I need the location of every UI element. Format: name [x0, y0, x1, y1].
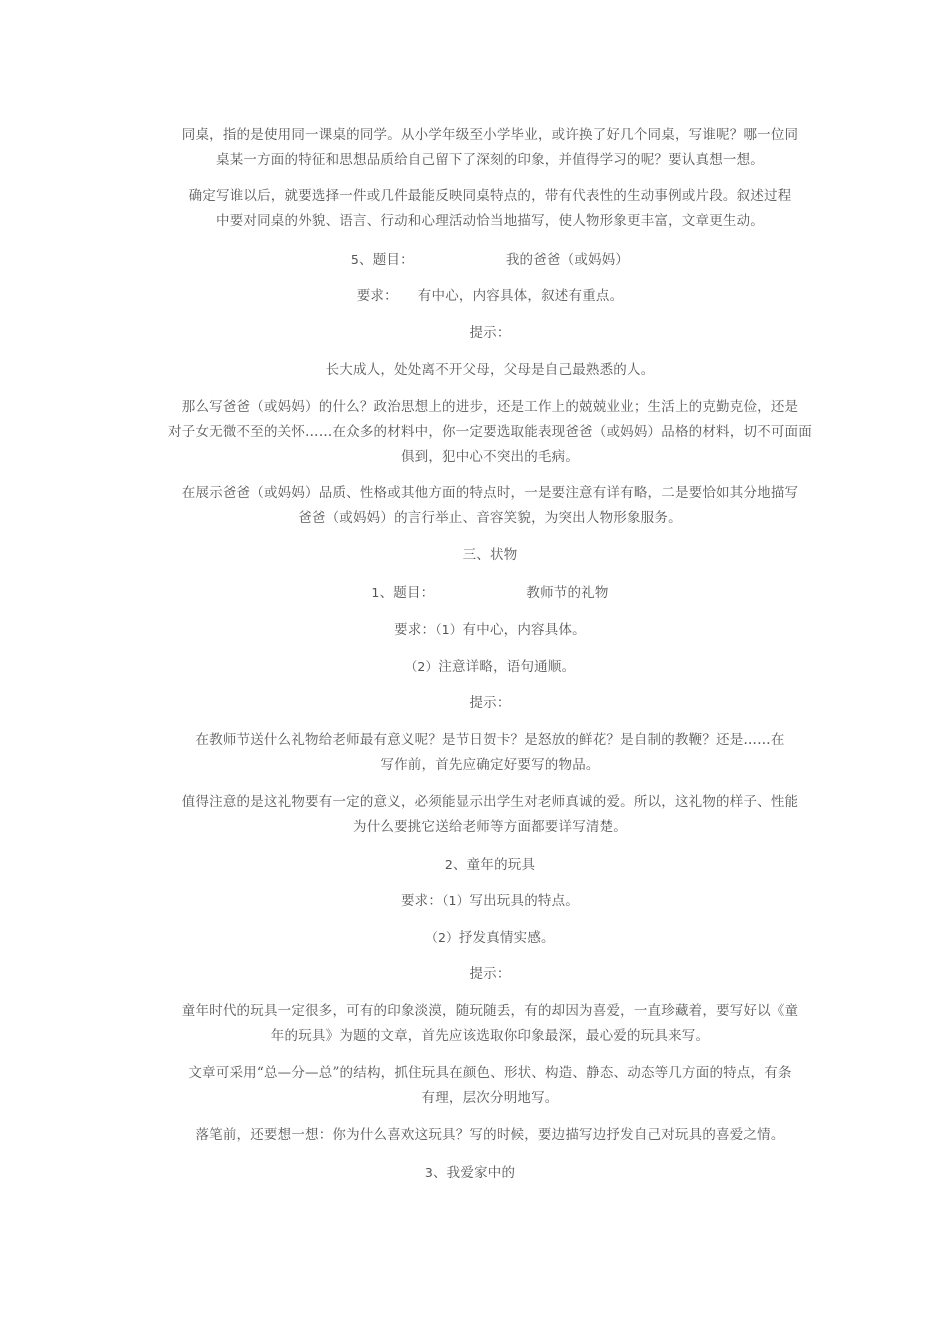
paragraph-line: 那么写爸爸（或妈妈）的什么？政治思想上的进步，还是工作上的兢兢业业；生活上的克勤克俭，还是 — [181, 399, 799, 415]
topic-label: 、题目： — [379, 585, 435, 601]
topic-number: 3 — [424, 1165, 433, 1180]
paragraph-gift-meaning — [150, 790, 830, 840]
requirement-label: 要求： — [356, 288, 398, 304]
hint-label-5 — [150, 321, 830, 346]
paragraph-line: 为什么要挑它送给老师等方面都要详写清楚。 — [353, 819, 627, 835]
paragraph-line: 写作前，首先应确定好要写的物品。 — [380, 757, 600, 773]
requirement-number: （1） — [442, 893, 470, 908]
paragraph-line: 有理，层次分明地写。 — [421, 1090, 559, 1106]
paragraph-choose-subject — [150, 184, 830, 234]
section-title: 三、状物 — [462, 547, 518, 563]
topic-heading-1 — [150, 580, 830, 606]
requirement-text: 注意详略，语句通顺。 — [438, 659, 576, 675]
topic-label: 、童年的玩具 — [452, 857, 536, 873]
paragraph-gift-choice — [150, 728, 830, 778]
paragraph-line: 中要对同桌的外貌、语言、行动和心理活动恰当地描写，使人物形象更丰富，文章更生动。 — [216, 213, 764, 229]
topic-title: 我的爸爸（或妈妈） — [505, 252, 630, 268]
paragraph-display-traits — [150, 481, 830, 531]
section-heading-3 — [150, 543, 830, 568]
paragraph-line: 同桌，指的是使用同一课桌的同学。从小学年级至小学毕业，或许换了好几个同桌，写谁呢？哪一位同 — [181, 127, 799, 143]
topic-heading-3 — [150, 1160, 790, 1186]
hint-text: 提示： — [469, 966, 511, 982]
topic-label: 、我爱家中的 — [432, 1165, 516, 1181]
paragraph-line: 童年时代的玩具一定很多，可有的印象淡漠，随玩随丢，有的却因为喜爱，一直珍藏着，要写好以《童 — [181, 1003, 799, 1019]
paragraph-line: 爸爸（或妈妈）的言行举止、音容笑貌，为突出人物形象服务。 — [298, 510, 682, 526]
hint-label-2 — [150, 962, 830, 987]
requirement-text: 有中心，内容具体，叙述有重点。 — [417, 288, 624, 304]
hint-label-1 — [150, 691, 830, 716]
paragraph-line: 俱到，犯中心不突出的毛病。 — [400, 449, 580, 465]
requirement-text: 写出玩具的特点。 — [469, 893, 580, 909]
paragraph-line: 值得注意的是这礼物要有一定的意义，必须能显示出学生对老师真诚的爱。所以，这礼物的样子、性能 — [181, 794, 799, 810]
topic-number: 5 — [350, 252, 360, 267]
paragraph-line: 在展示爸爸（或妈妈）品质、性格或其他方面的特点时，一是要注意有详有略，二是要恰如其分地描写 — [181, 485, 799, 501]
requirement-2-line-1 — [150, 888, 830, 914]
paragraph-line: 在教师节送什么礼物给老师最有意义呢？是节日贺卡？是怒放的鲜花？是自制的教鞭？还是……在 — [195, 732, 785, 748]
paragraph-childhood-toys — [150, 999, 830, 1049]
requirement-label: 要求： — [400, 893, 443, 909]
topic-title: 教师节的礼物 — [526, 585, 609, 601]
requirement-1-line-2 — [150, 654, 830, 680]
topic-number: 2 — [444, 857, 453, 872]
paragraph-line: 落笔前，还要想一想：你为什么喜欢这玩具？写的时候，要边描写边抒发自己对玩具的喜爱之情。 — [195, 1127, 785, 1143]
paragraph-line: 桌某一方面的特征和思想品质给自己留下了深刻的印象，并值得学习的呢？要认真想一想。 — [216, 152, 764, 168]
paragraph-desk-mate — [150, 123, 830, 173]
requirement-label: 要求： — [394, 622, 436, 638]
paragraph-line: 文章可采用“总—分—总”的结构，抓住玩具在颜色、形状、构造、静态、动态等几方面的特点，有条 — [188, 1065, 792, 1081]
topic-heading-2 — [150, 852, 830, 878]
paragraph-before-writing — [150, 1123, 830, 1148]
topic-heading-5 — [150, 247, 830, 273]
requirement-2-line-2 — [150, 925, 830, 951]
requirement-1-line-1 — [150, 617, 830, 643]
paragraph-line: 确定写谁以后，就要选择一件或几件最能反映同桌特点的，带有代表性的生动事例或片段。叙述过程 — [188, 188, 792, 204]
paragraph-what-to-write — [130, 395, 850, 470]
paragraph-line: 年的玩具》为题的文章，首先应该选取你印象最深，最心爱的玩具来写。 — [270, 1028, 710, 1044]
topic-label: 、题目： — [359, 252, 414, 268]
hint-text: 提示： — [469, 695, 511, 711]
requirement-number: （2） — [425, 930, 459, 945]
paragraph-line: 长大成人，处处离不开父母，父母是自己最熟悉的人。 — [325, 362, 655, 378]
topic-number: 1 — [371, 585, 380, 600]
paragraph-parents — [150, 358, 830, 383]
requirement-text: 有中心，内容具体。 — [462, 622, 586, 638]
paragraph-structure — [150, 1061, 830, 1111]
hint-text: 提示： — [469, 325, 511, 341]
requirement-5 — [150, 284, 830, 309]
requirement-number: （2） — [404, 659, 439, 674]
paragraph-line: 对子女无微不至的关怀……在众多的材料中，你一定要选取能表现爸爸（或妈妈）品格的材料，切不可面面 — [168, 424, 812, 440]
requirement-text: 抒发真情实感。 — [458, 930, 555, 946]
requirement-number: （1） — [435, 622, 463, 637]
